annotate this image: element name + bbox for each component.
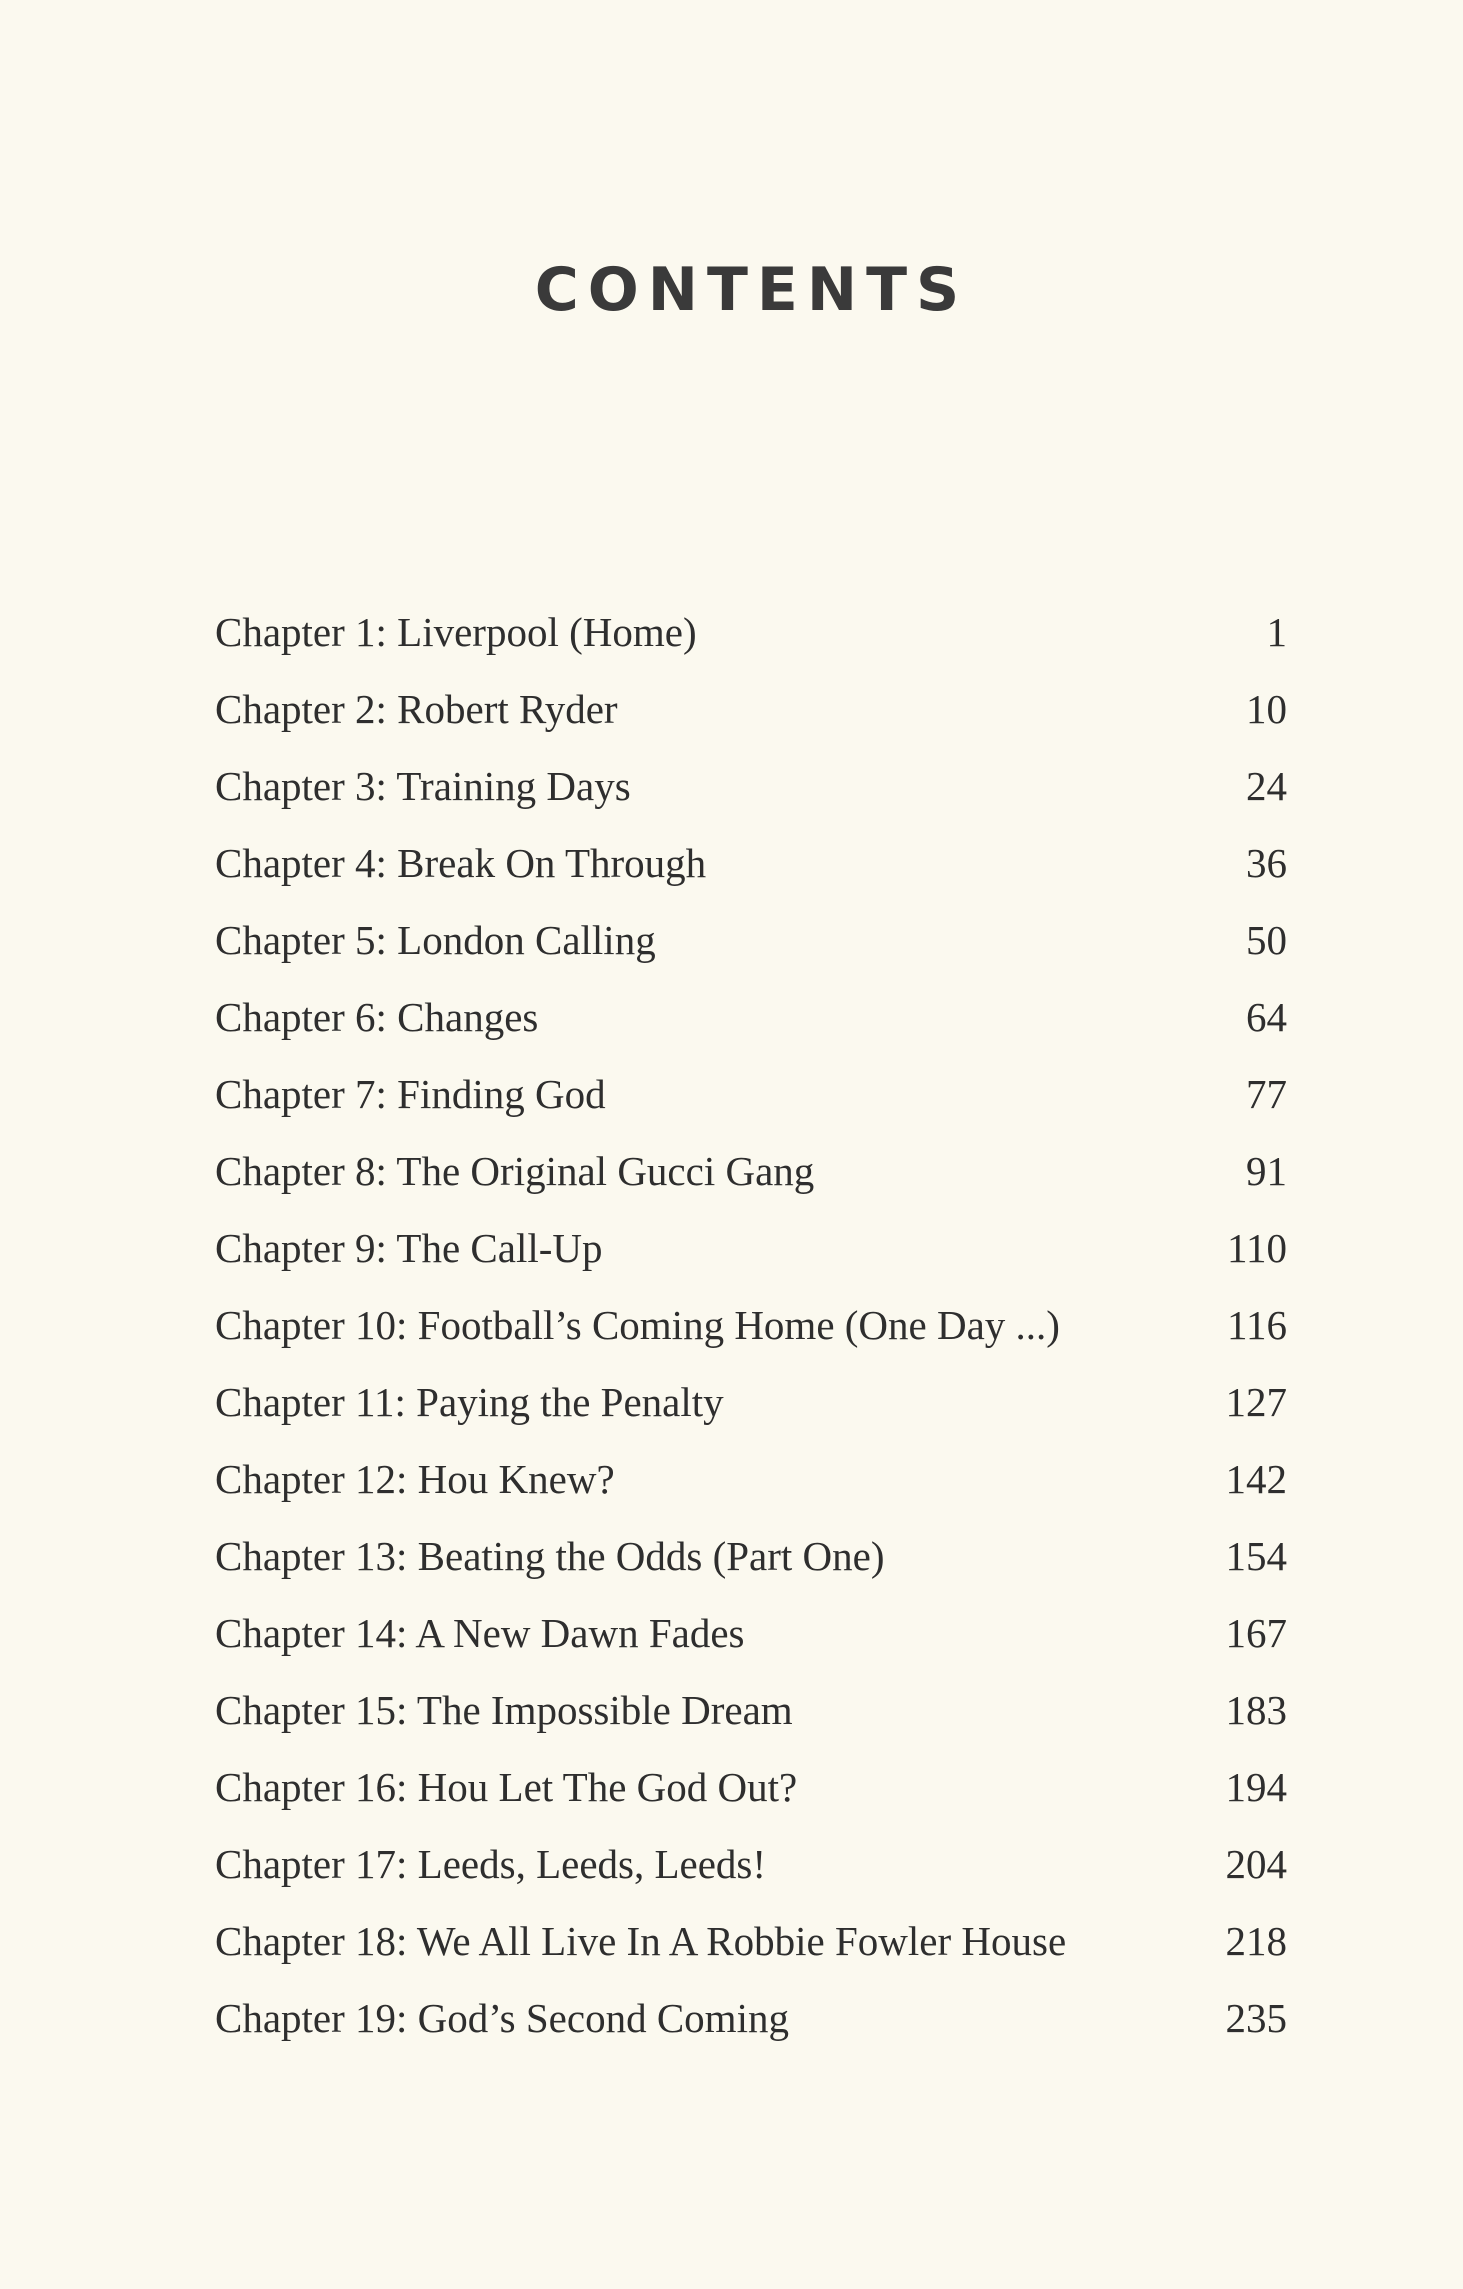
page-number: 127 [1225, 1379, 1287, 1425]
toc-entry [215, 762, 1295, 839]
page-number: 142 [1225, 1456, 1287, 1502]
page-number: 183 [1225, 1687, 1287, 1733]
toc-entry [215, 1378, 1295, 1455]
toc-entry [215, 993, 1295, 1070]
toc-entry [215, 1301, 1295, 1378]
page-number: 235 [1225, 1995, 1287, 2041]
toc-entry [215, 1840, 1295, 1917]
toc-entry [215, 685, 1295, 762]
chapter-title: Chapter 4: Break On Through [215, 840, 707, 886]
chapter-title: Chapter 17: Leeds, Leeds, Leeds! [215, 1841, 767, 1887]
chapter-title: Chapter 10: Football’s Coming Home (One Day ...) [215, 1302, 1060, 1348]
chapter-title: Chapter 12: Hou Knew? [215, 1456, 615, 1502]
toc-entry [215, 1763, 1295, 1840]
chapter-title: Chapter 15: The Impossible Dream [215, 1687, 793, 1733]
page-number: 204 [1225, 1841, 1287, 1887]
page-number: 167 [1225, 1610, 1287, 1656]
page-number: 50 [1246, 917, 1287, 963]
page-number: 116 [1227, 1302, 1287, 1348]
toc-entry [215, 839, 1295, 916]
chapter-title: Chapter 11: Paying the Penalty [215, 1379, 724, 1425]
chapter-title: Chapter 2: Robert Ryder [215, 686, 618, 732]
chapter-title: Chapter 7: Finding God [215, 1071, 606, 1117]
toc-entry [215, 1917, 1295, 1994]
page-number: 36 [1246, 840, 1287, 886]
chapter-title: Chapter 14: A New Dawn Fades [215, 1610, 745, 1656]
page-number: 77 [1246, 1071, 1287, 1117]
table-of-contents [215, 608, 1295, 2071]
toc-entry [215, 1455, 1295, 1532]
page-number: 1 [1266, 609, 1287, 655]
page-number: 64 [1246, 994, 1287, 1040]
page-number: 24 [1246, 763, 1287, 809]
toc-entry [215, 1532, 1295, 1609]
page-number: 10 [1246, 686, 1287, 732]
chapter-title: Chapter 16: Hou Let The God Out? [215, 1764, 798, 1810]
page-number: 110 [1227, 1225, 1287, 1271]
chapter-title: Chapter 18: We All Live In A Robbie Fowler House [215, 1918, 1067, 1964]
toc-entry [215, 1224, 1295, 1301]
chapter-title: Chapter 19: God’s Second Coming [215, 1995, 789, 2041]
chapter-title: Chapter 3: Training Days [215, 763, 631, 809]
toc-entry [215, 1147, 1295, 1224]
toc-entry [215, 608, 1295, 685]
chapter-title: Chapter 6: Changes [215, 994, 539, 1040]
page-number: 194 [1225, 1764, 1287, 1810]
toc-entry [215, 1070, 1295, 1147]
page-number: 91 [1246, 1148, 1287, 1194]
toc-entry [215, 1686, 1295, 1763]
toc-entry [215, 916, 1295, 993]
chapter-title: Chapter 8: The Original Gucci Gang [215, 1148, 815, 1194]
page-number: 154 [1225, 1533, 1287, 1579]
toc-entry [215, 1994, 1295, 2071]
chapter-title: Chapter 13: Beating the Odds (Part One) [215, 1533, 885, 1579]
chapter-title: Chapter 5: London Calling [215, 917, 656, 963]
toc-entry [215, 1609, 1295, 1686]
page-title: CONTENTS [534, 255, 969, 325]
chapter-title: Chapter 9: The Call-Up [215, 1225, 603, 1271]
chapter-title: Chapter 1: Liverpool (Home) [215, 609, 697, 655]
page-number: 218 [1225, 1918, 1287, 1964]
